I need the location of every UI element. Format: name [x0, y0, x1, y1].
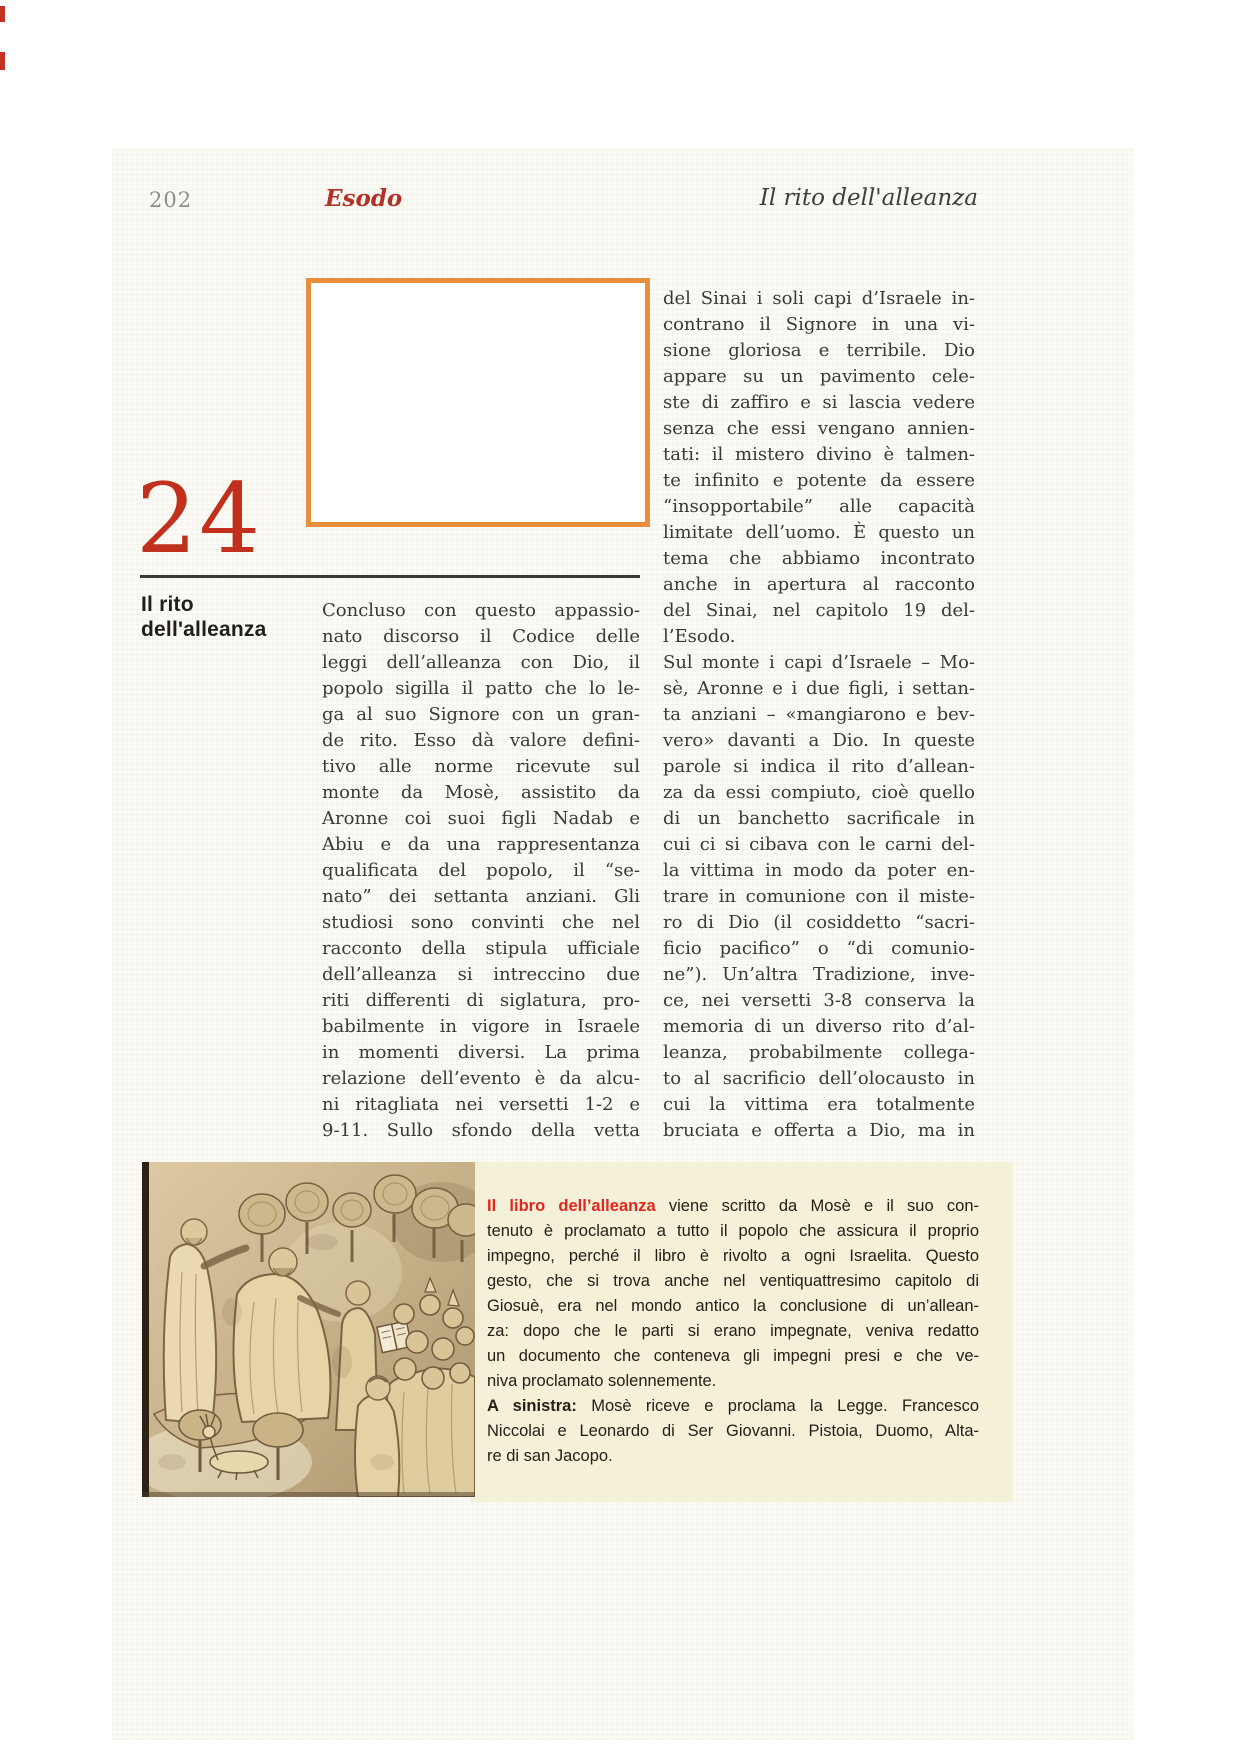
text-line: cui la vittima era totalmente [663, 1094, 975, 1115]
text-line: za da essi compiuto, cioè quello [663, 782, 975, 803]
text-line: parole si indica il rito d’allean- [663, 756, 975, 777]
text-line: limitate dell’uomo. È questo un [663, 522, 975, 543]
text-line: de rito. Esso dà valore defini- [322, 730, 640, 751]
text-line: la vittima in modo da poter en- [663, 860, 975, 881]
text-line: ce, nei versetti 3-8 conserva la [663, 990, 975, 1011]
chapter-rule [140, 575, 640, 578]
text-line: Niccolai e Leonardo di Ser Giovanni. Pistoia, Duomo, Alta- [487, 1422, 979, 1440]
text-line: di un banchetto sacrificale in [663, 808, 975, 829]
scan-artifact [0, 52, 5, 70]
text-line: sione gloriosa e terribile. Dio [663, 340, 975, 361]
text-line: za: dopo che le parti si erano impegnate, veniva redatto [487, 1322, 979, 1340]
text-line: leggi dell’alleanza con Dio, il [322, 652, 640, 673]
text-line: nato” dei settanta anziani. Gli [322, 886, 640, 907]
caption-lead-title: Il libro dell’alleanza [487, 1197, 656, 1215]
text-line: l’Esodo. [663, 626, 736, 647]
text-line: monte da Mosè, assistito da [322, 782, 640, 803]
column-middle [322, 598, 640, 1144]
text-line: relazione dell’evento è da alcu- [322, 1068, 640, 1089]
caption-body [487, 1219, 979, 1369]
text-line: Aronne coi suoi figli Nadab e [322, 808, 640, 829]
caption-credit-line: re di san Jacopo. [487, 1447, 613, 1465]
text-line: ni ritagliata nei versetti 1-2 e [322, 1094, 640, 1115]
text-line: in momenti diversi. La prima [322, 1042, 640, 1063]
caption-text-block [487, 1194, 979, 1469]
text-line: Sul monte i capi d’Israele – Mo- [663, 652, 975, 673]
text-line: ro di Dio (il cosiddetto “sacri- [663, 912, 975, 933]
caption-credit-label: A sinistra: [487, 1397, 577, 1415]
relief-artwork-image [142, 1162, 475, 1497]
text-line: 9-11. Sullo sfondo della vetta [322, 1120, 640, 1141]
text-line: del Sinai, nel capitolo 19 del- [663, 600, 975, 621]
chapter-title-line: Il rito [141, 593, 194, 616]
text-line: ne”). Un’altra Tradizione, inve- [663, 964, 975, 985]
text-line: appare su un pavimento cele- [663, 366, 975, 387]
text-line: tenuto è proclamato a tutto il popolo che assicura il proprio [487, 1222, 979, 1240]
text-line: ste di zaffiro e si lascia vedere [663, 392, 975, 413]
page-number: 202 [149, 188, 193, 212]
column-right [663, 286, 975, 1144]
text-line: nato discorso il Codice delle [322, 626, 640, 647]
text-line: “insopportabile” alle capacità [663, 496, 975, 517]
text-line: qualificata del popolo, il “se- [322, 860, 640, 881]
figure-placeholder-box [306, 278, 650, 527]
text-line: to al sacrificio dell’olocausto in [663, 1068, 975, 1089]
text-line: riti differenti di siglatura, pro- [322, 990, 640, 1011]
text-line: Abiu e da una rappresentanza [322, 834, 640, 855]
text-line: trare in comunione con il miste- [663, 886, 975, 907]
chapter-title [141, 592, 266, 642]
text-line: impegno, perché il libro è rivolto a ogni Israelita. Questo [487, 1247, 979, 1265]
text-line: contrano il Signore in una vi- [663, 314, 975, 335]
text-line: sè, Aronne e i due figli, i settan- [663, 678, 975, 699]
text-line: vero» davanti a Dio. In queste [663, 730, 975, 751]
text-line: te infinito e potente da essere [663, 470, 975, 491]
text-line: cui ci si cibava con le carni del- [663, 834, 975, 855]
text-line: tati: il mistero divino è talmen- [663, 444, 975, 465]
text-line: memoria di un diverso rito d’al- [663, 1016, 975, 1037]
text-line: ta anziani – «mangiarono e bev- [663, 704, 975, 725]
relief-artwork [142, 1162, 475, 1497]
text-line: Concluso con questo appassio- [322, 600, 640, 621]
caption-credit-rest: Mosè riceve e proclama la Legge. Francesco [591, 1397, 980, 1415]
chapter-number: 24 [136, 463, 263, 575]
caption-credit-line [487, 1394, 979, 1419]
caption-line: niva proclamato solennemente. [487, 1372, 717, 1390]
scan-artifact [0, 6, 5, 22]
text-line: studiosi sono convinti che nel [322, 912, 640, 933]
text-line: popolo sigilla il patto che lo le- [322, 678, 640, 699]
text-line: gesto, che si trova anche nel ventiquattresimo capitolo di [487, 1272, 979, 1290]
text-line: del Sinai i soli capi d’Israele in- [663, 288, 975, 309]
text-line: babilmente in vigore in Israele [322, 1016, 640, 1037]
text-line: dell’alleanza si intreccino due [322, 964, 640, 985]
text-line: bruciata e offerta a Dio, ma in [663, 1120, 975, 1141]
text-line: tivo alle norme ricevute sul [322, 756, 640, 777]
text-line: un documento che conteneva gli impegni presi e che ve- [487, 1347, 979, 1365]
text-line: ga al suo Signore con un gran- [322, 704, 640, 725]
text-line: Giosuè, era nel mondo antico la conclusione di un’allean- [487, 1297, 979, 1315]
caption-line [487, 1194, 979, 1219]
book-title: Esodo [325, 185, 403, 212]
caption-credit-body [487, 1419, 979, 1444]
caption-lead-rest: viene scritto da Mosè e il suo con- [668, 1197, 979, 1215]
text-line: tema che abbiamo incontrato [663, 548, 975, 569]
running-title: Il rito dell'alleanza [759, 185, 978, 211]
chapter-title-line: dell'alleanza [141, 618, 267, 641]
text-line: anche in apertura al racconto [663, 574, 975, 595]
text-line: leanza, probabilmente collega- [663, 1042, 975, 1063]
text-line: racconto della stipula ufficiale [322, 938, 640, 959]
text-line: ficio pacifico” o “di comunio- [663, 938, 975, 959]
text-line: senza che essi vengano annien- [663, 418, 975, 439]
